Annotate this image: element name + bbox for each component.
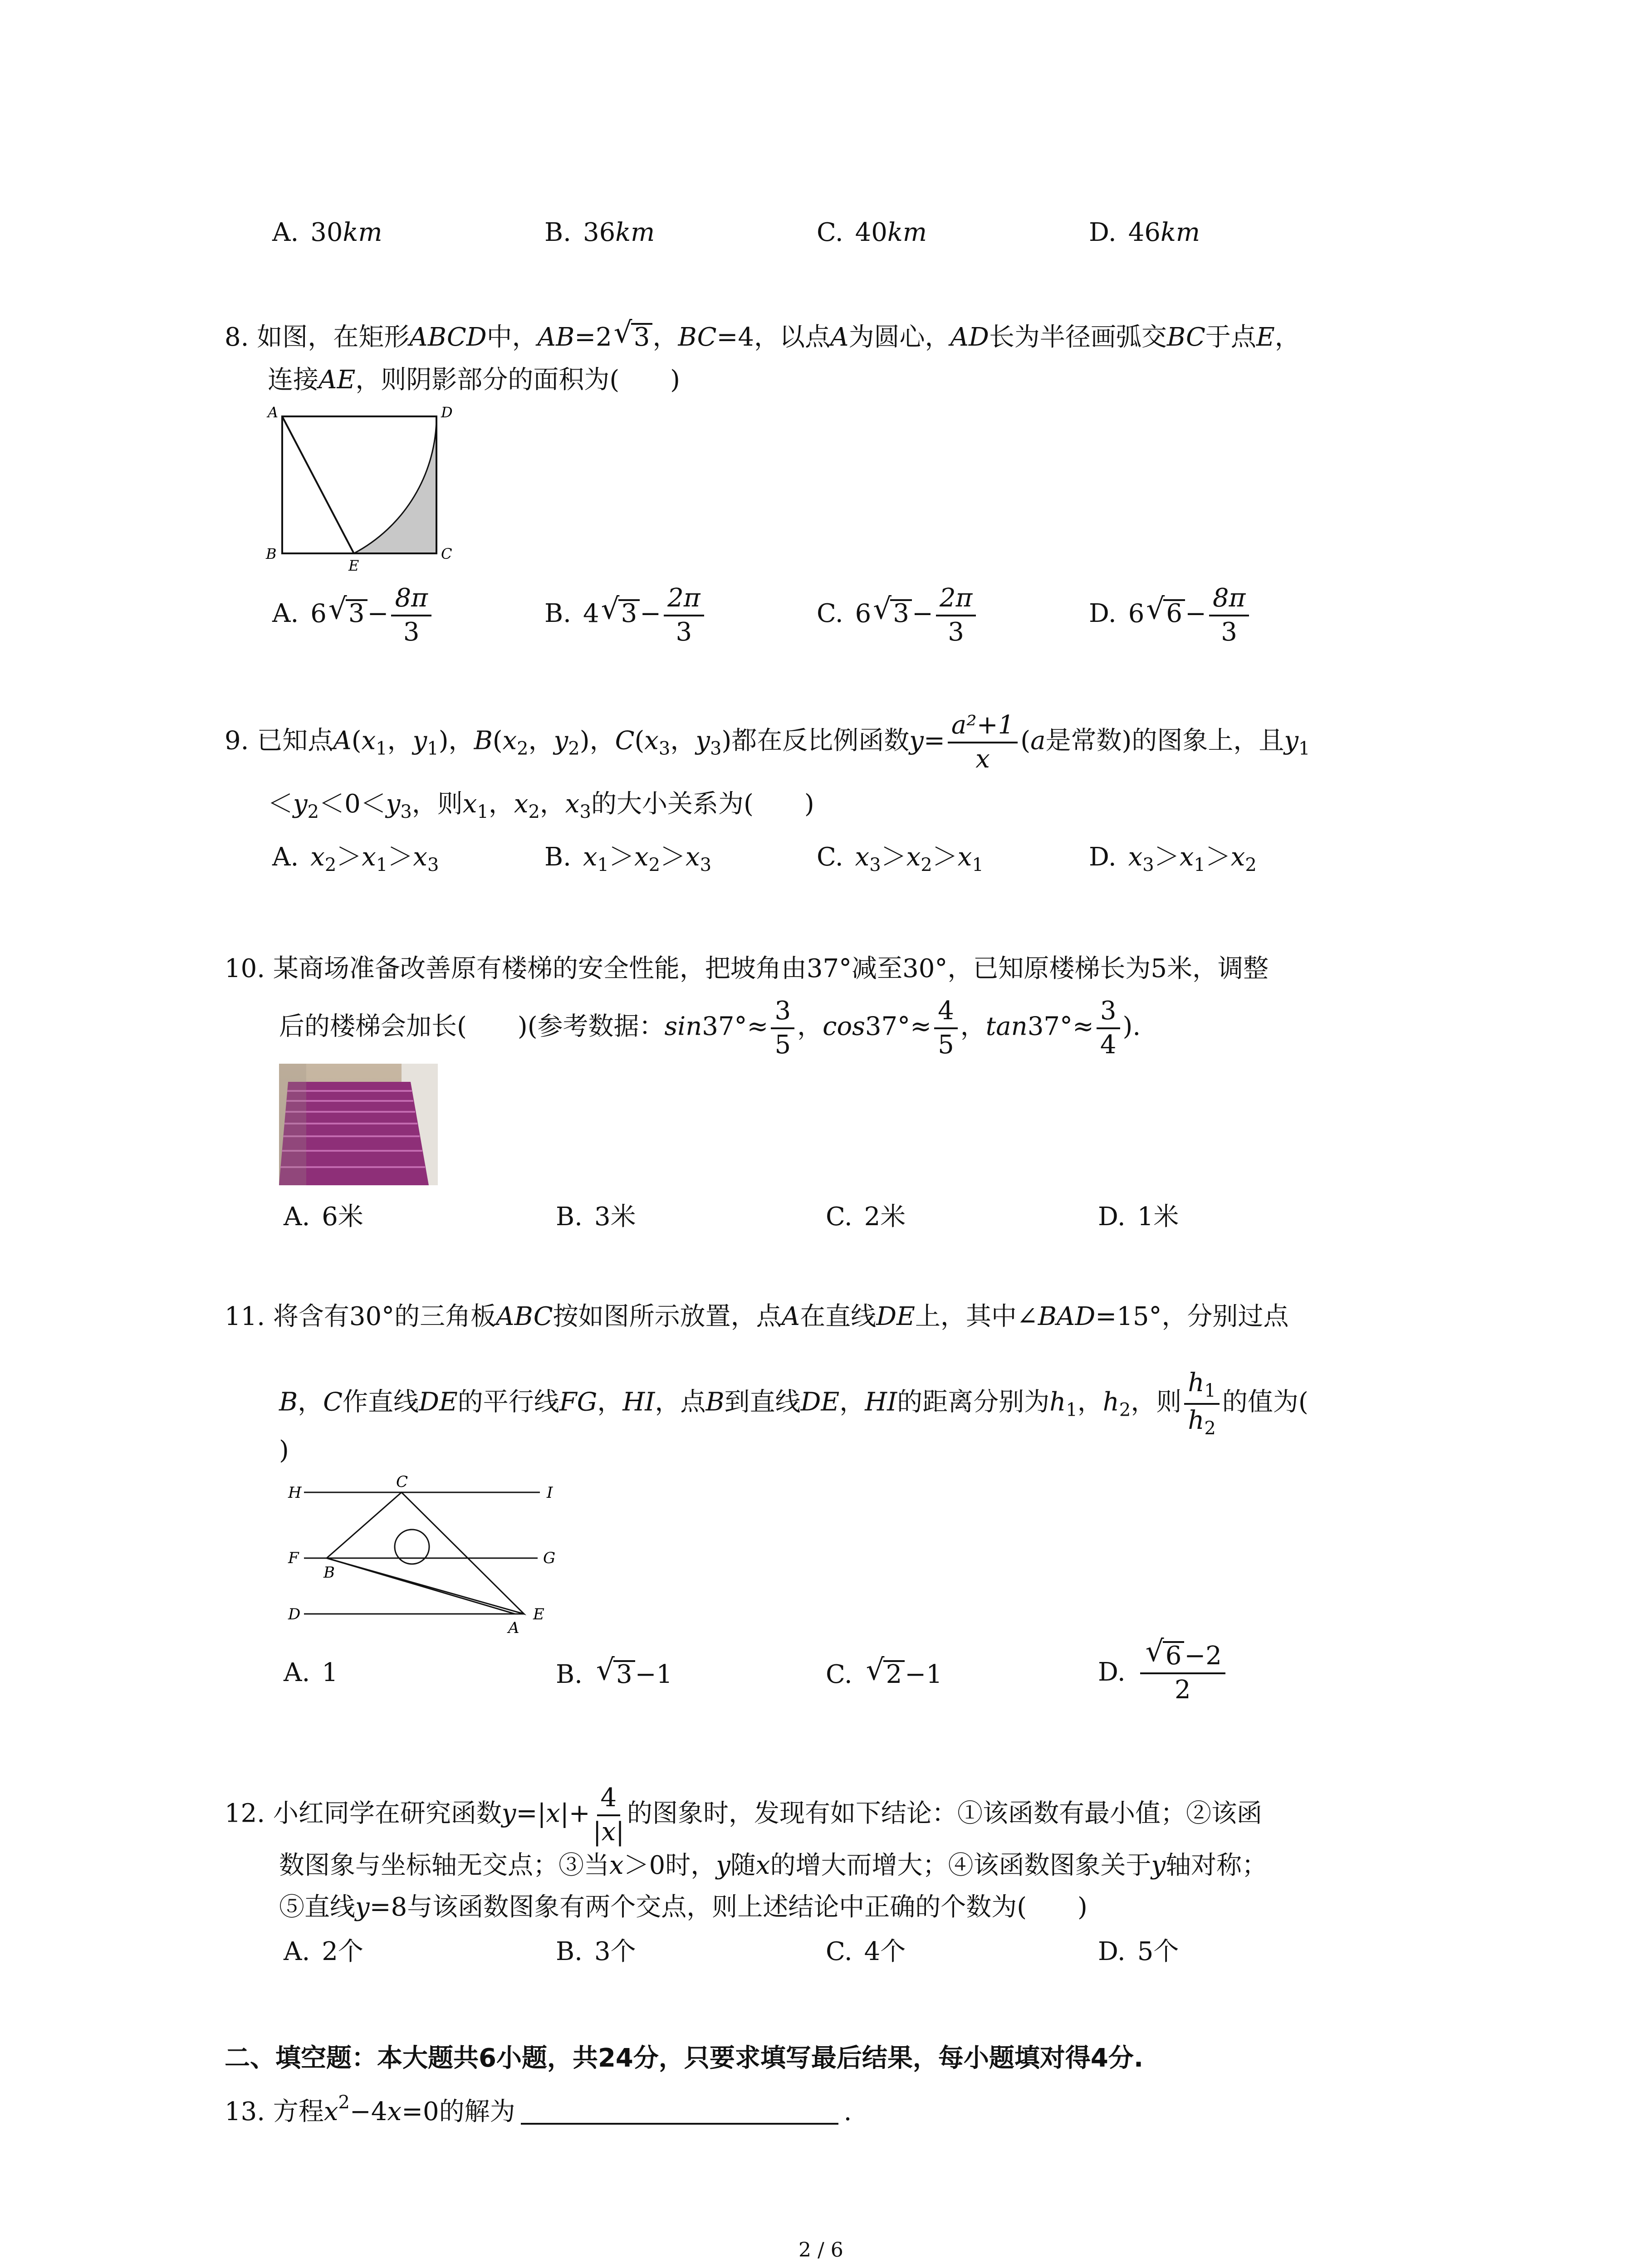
q10-option-b: B. 3米 bbox=[556, 1202, 636, 1232]
q11-label-d: D bbox=[288, 1605, 301, 1623]
q10-line1: 10. 某商场准备改善原有楼梯的安全性能，把坡角由37°减至30°，已知原楼梯长为5米，调整 bbox=[225, 954, 1269, 983]
q8-option-c: C. 6 √ 3 − $\frac{2\pi}{3}$ bbox=[817, 585, 979, 646]
q8-line1: 8. 如图，在矩形ABCD中，AB=2 √ 3 ，BC=4，以点A为圆心，AD长为半径画弧交BC于点E， bbox=[225, 316, 1300, 352]
q8-shaded-region bbox=[354, 416, 436, 553]
q8-label-d: D bbox=[441, 404, 453, 421]
q8-label-a: A bbox=[268, 404, 279, 421]
q13-line: 13. 方程$x^2-4x=0$的解为 . bbox=[225, 2092, 852, 2126]
q11-option-d: D. √ 6 −2 2 bbox=[1098, 1641, 1228, 1704]
q9-option-a: A. $x_2>x_1>x_3$ bbox=[272, 842, 439, 875]
q11-line3: ) bbox=[279, 1436, 289, 1465]
q11-option-c: C. √ 2 −1 bbox=[826, 1653, 942, 1689]
q11-triangle-abc bbox=[327, 1492, 524, 1614]
q9-option-b: B. $x_1>x_2>x_3$ bbox=[544, 842, 712, 875]
q9-option-c: C. $x_3>x_2>x_1$ bbox=[817, 842, 984, 875]
q11-line2: B，C作直线DE的平行线FG，HI，点B到直线DE，HI的距离分别为$h_1$，$h_2$，则 $\frac{h_1}{h_2}$ 的值为( bbox=[279, 1368, 1308, 1439]
q10-line2: 后的楼梯会加长( )(参考数据：sin37°≈ $\frac{3}{5}$ ，cos37°≈ $\frac{4}{5}$ ，tan37°≈ $\frac{3}{4}$ ). bbox=[279, 996, 1141, 1060]
q7-option-b: B. 36km bbox=[544, 218, 655, 247]
q12-line2: 数图象与坐标轴无交点；③当x＞0时，y随x的增大而增大；④该函数图象关于y轴对称； bbox=[279, 1851, 1268, 1880]
q8-option-b: B. 4 √ 3 − $\frac{2\pi}{3}$ bbox=[544, 585, 707, 646]
q12-line3: ⑤直线y=8与该函数图象有两个交点，则上述结论中正确的个数为( ) bbox=[279, 1892, 1087, 1922]
q11-segment-ba bbox=[327, 1558, 515, 1614]
q7-option-c: C. 40km bbox=[817, 218, 927, 247]
q12-option-a: A. 2个 bbox=[284, 1937, 363, 1966]
section-2-heading: 二、填空题：本大题共6小题，共24分，只要求填写最后结果，每小题填对得4分. bbox=[225, 2043, 1144, 2073]
q8-line2: 连接AE，则阴影部分的面积为( ) bbox=[268, 365, 681, 395]
q11-label-b: B bbox=[323, 1564, 335, 1582]
q8-label-c: C bbox=[441, 545, 452, 562]
q13-answer-blank[interactable] bbox=[521, 2105, 838, 2125]
q8-segment-ae bbox=[282, 416, 354, 553]
q11-label-e: E bbox=[533, 1605, 544, 1623]
q12-option-c: C. 4个 bbox=[826, 1937, 906, 1966]
q10-option-c: C. 2米 bbox=[826, 1202, 906, 1232]
q8-option-d: D. 6 √ 6 − $\frac{8\pi}{3}$ bbox=[1089, 585, 1252, 646]
q8-label-e: E bbox=[348, 557, 359, 574]
q8-option-a: A. 6 √ 3 − $\frac{8\pi}{3}$ bbox=[272, 585, 434, 646]
q11-option-b: B. √ 3 −1 bbox=[556, 1653, 673, 1689]
q12-option-b: B. 3个 bbox=[556, 1937, 636, 1966]
q9-line1: 9. 已知点$A(x_1$，$y_1$)，$B(x_2$，$y_2$)，$C(x_3$，$y_3$)都在反比例函数y= $\frac{\text{a²+1}}{x}$ (a是常数)的图象上，且$y_1$ bbox=[225, 710, 1310, 774]
q8-label-b: B bbox=[266, 545, 277, 562]
page-number: 2 / 6 bbox=[798, 2239, 843, 2262]
q10-option-a: A. 6米 bbox=[284, 1202, 363, 1232]
q9-line2: $<y_2<0<y_3$，则$x_1$，$x_2$，$x_3$的大小关系为( ) bbox=[268, 789, 814, 822]
q11-label-c: C bbox=[396, 1474, 408, 1491]
q9-option-d: D. $x_3>x_1>x_2$ bbox=[1089, 842, 1257, 875]
q11-figure bbox=[279, 1474, 569, 1647]
q11-line1: 11. 将含有30°的三角板ABC按如图所示放置，点A在直线DE上，其中∠BAD=15°，分别过点 bbox=[225, 1302, 1289, 1331]
q10-option-d: D. 1米 bbox=[1098, 1202, 1179, 1232]
q11-label-i: I bbox=[547, 1484, 553, 1502]
q12-line1: 12. 小红同学在研究函数y=|x|+ $\frac{4}{|x|}$ 的图象时，发现有如下结论：①该函数有最小值；②该函 bbox=[225, 1783, 1263, 1847]
q11-circle bbox=[395, 1530, 429, 1564]
q10-stairs-photo bbox=[279, 1064, 438, 1185]
q7-option-d: D. 46km bbox=[1089, 218, 1200, 247]
q11-label-a: A bbox=[508, 1619, 519, 1637]
q11-option-a: A. 1 bbox=[284, 1658, 338, 1687]
q8-figure bbox=[263, 404, 472, 576]
q7-option-a: A. 30km bbox=[272, 218, 382, 247]
q11-label-f: F bbox=[288, 1549, 299, 1567]
q12-option-d: D. 5个 bbox=[1098, 1937, 1179, 1966]
q11-label-g: G bbox=[543, 1549, 556, 1567]
q11-label-h: H bbox=[288, 1484, 302, 1502]
